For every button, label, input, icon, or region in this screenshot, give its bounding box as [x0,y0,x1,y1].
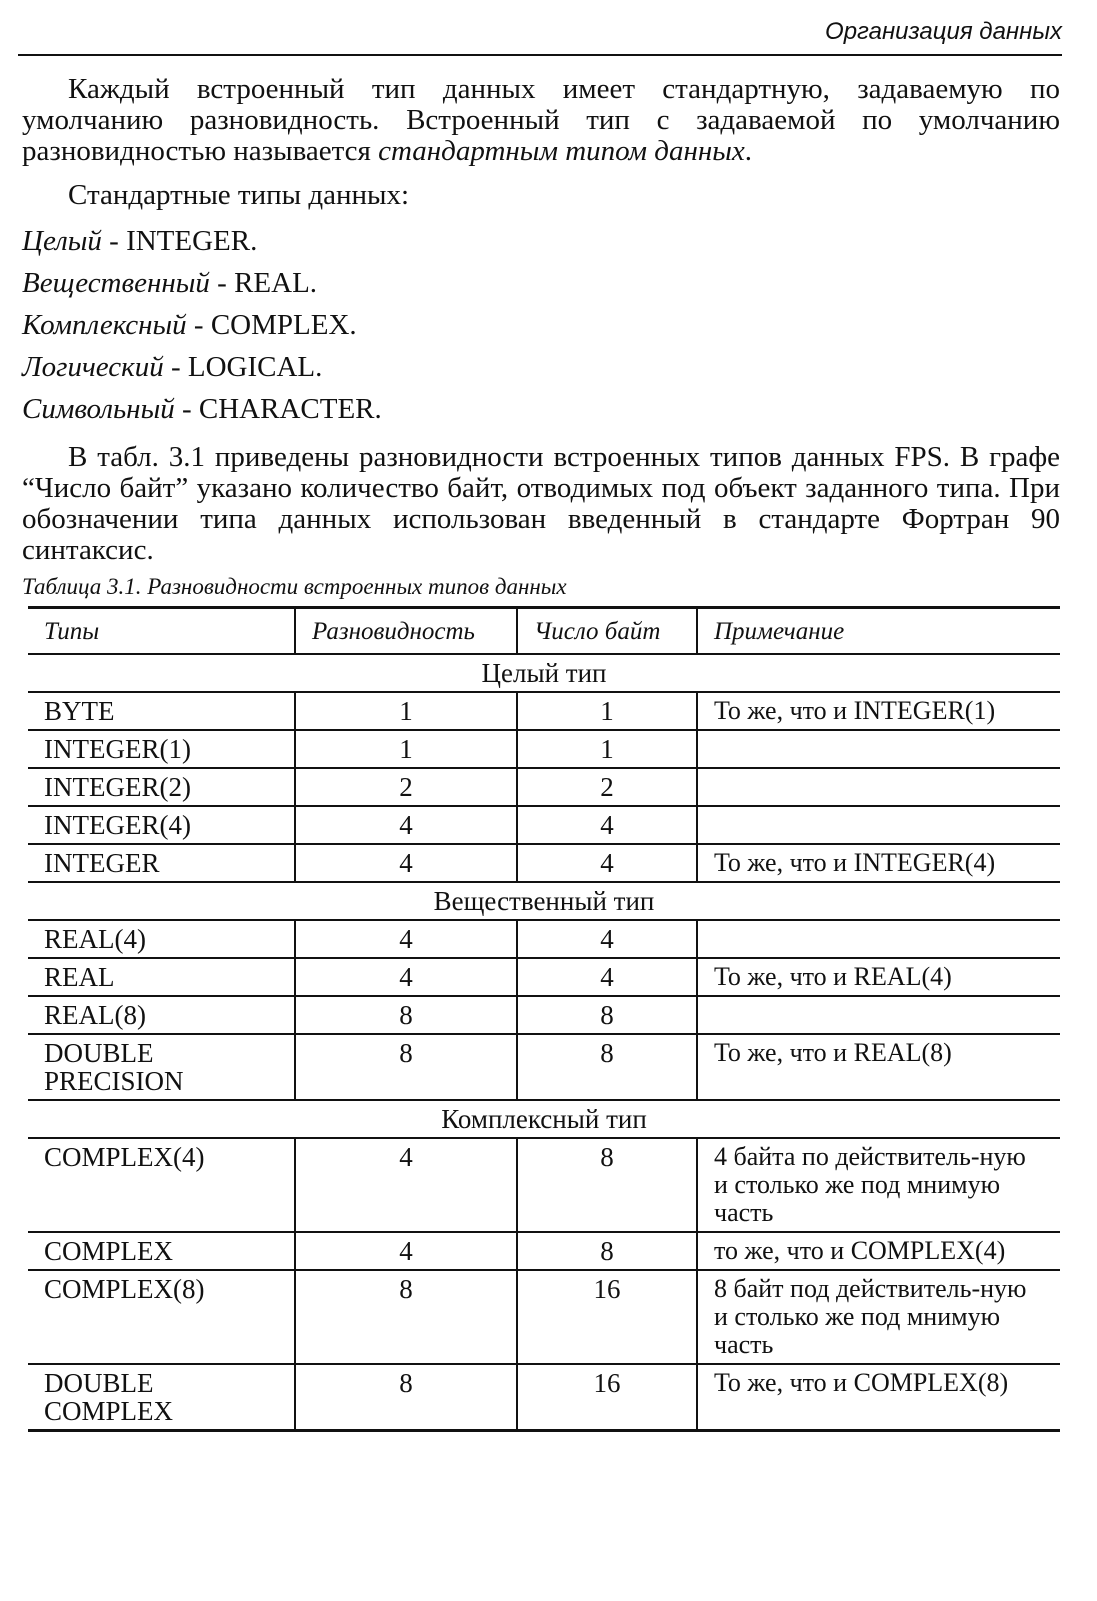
cell-note [697,730,1060,768]
cell-note: То же, что и REAL(8) [697,1034,1060,1100]
paragraph-intro-text: Каждый встроенный тип данных имеет стандартную, задаваемую по умолчанию разновидность. Встроенный тип с задаваемой по умолчанию разновидностью называется [22,73,1060,167]
table-row [28,1034,1060,1100]
type-name: Логический [22,351,164,383]
cell-kind: 4 [295,958,517,996]
cell-kind: 8 [295,1364,517,1431]
header-note: Примечание [697,608,1060,655]
header-bytes: Число байт [517,608,697,655]
type-keyword: REAL. [234,267,318,299]
page-header [18,16,1062,56]
separator: - [163,351,188,383]
section-title: Вещественный тип [28,882,1060,920]
cell-bytes: 4 [517,958,697,996]
section-title: Комплексный тип [28,1100,1060,1138]
cell-note: 8 байт под действитель-ную и столько же под мнимую часть [697,1270,1060,1364]
cell-type: BYTE [28,692,295,730]
paragraph-intro [22,74,1060,167]
standard-types-list [22,220,382,430]
cell-type: COMPLEX(4) [28,1138,295,1232]
table-row [28,1364,1060,1431]
running-title: Организация данных [825,18,1062,45]
cell-type: COMPLEX(8) [28,1270,295,1364]
table-row [28,958,1060,996]
list-item-real [22,262,382,304]
cell-type: INTEGER(4) [28,806,295,844]
header-kind: Разновидность [295,608,517,655]
kinds-table [28,606,1060,1432]
cell-type: REAL(4) [28,920,295,958]
type-name: Символьный [22,393,175,425]
table-row [28,692,1060,730]
cell-kind: 4 [295,806,517,844]
cell-kind: 8 [295,1270,517,1364]
cell-kind: 8 [295,1034,517,1100]
cell-note [697,768,1060,806]
table-row [28,768,1060,806]
cell-type: INTEGER(1) [28,730,295,768]
header-types: Типы [28,608,295,655]
section-title: Целый тип [28,654,1060,692]
table-header-row [28,608,1060,655]
cell-note [697,920,1060,958]
paragraph-standard-types [22,180,1060,211]
type-keyword: COMPLEX. [210,309,357,341]
paragraph-standard-types-text: Стандартные типы данных: [68,179,410,211]
cell-note [697,806,1060,844]
paragraph-table-intro-text: В табл. 3.1 приведены разновидности встроенных типов данных FPS. В графе “Число байт” указано количество байт, отводимых под объект заданного типа. При обозначении типа данных использован введенный в стандарте Фортран 90 синтаксис. [22,441,1060,566]
cell-note: То же, что и REAL(4) [697,958,1060,996]
cell-kind: 4 [295,1138,517,1232]
type-name: Комплексный [22,309,187,341]
list-item-logical [22,346,382,388]
type-name: Целый [22,225,102,257]
list-item-character [22,388,382,430]
cell-kind: 1 [295,692,517,730]
separator: - [186,309,211,341]
cell-bytes: 2 [517,768,697,806]
cell-note: То же, что и INTEGER(4) [697,844,1060,882]
cell-kind: 4 [295,1232,517,1270]
cell-note: 4 байта по действитель-ную и столько же под мнимую часть [697,1138,1060,1232]
list-item-integer [22,220,382,262]
cell-bytes: 1 [517,730,697,768]
type-keyword: INTEGER. [126,225,258,257]
type-keyword: CHARACTER. [198,393,382,425]
table-row [28,1270,1060,1364]
table-row [28,730,1060,768]
cell-bytes: 16 [517,1270,697,1364]
cell-bytes: 8 [517,1138,697,1232]
cell-kind: 4 [295,920,517,958]
cell-bytes: 8 [517,1232,697,1270]
cell-type: COMPLEX [28,1232,295,1270]
type-keyword: LOGICAL. [187,351,323,383]
cell-bytes: 8 [517,996,697,1034]
table-row [28,996,1060,1034]
cell-bytes: 4 [517,806,697,844]
paragraph-table-intro [22,442,1060,566]
cell-kind: 2 [295,768,517,806]
cell-type: REAL(8) [28,996,295,1034]
cell-note: то же, что и COMPLEX(4) [697,1232,1060,1270]
list-item-complex [22,304,382,346]
paragraph-intro-end: . [744,135,752,167]
cell-type: DOUBLE COMPLEX [28,1364,295,1431]
term-standard-type: стандартным типом данных [378,135,745,167]
cell-bytes: 4 [517,844,697,882]
table-row [28,844,1060,882]
cell-note: То же, что и COMPLEX(8) [697,1364,1060,1431]
cell-bytes: 16 [517,1364,697,1431]
table-row [28,1138,1060,1232]
section-row [28,654,1060,692]
cell-kind: 4 [295,844,517,882]
cell-type: INTEGER [28,844,295,882]
separator: - [209,267,235,299]
cell-bytes: 8 [517,1034,697,1100]
table-row [28,920,1060,958]
type-name: Вещественный [22,267,210,299]
separator: - [174,393,199,425]
cell-bytes: 4 [517,920,697,958]
cell-type: INTEGER(2) [28,768,295,806]
separator: - [101,225,127,257]
cell-kind: 8 [295,996,517,1034]
cell-note [697,996,1060,1034]
table-caption: Таблица 3.1. Разновидности встроенных типов данных [22,574,567,599]
cell-type: REAL [28,958,295,996]
cell-note: То же, что и INTEGER(1) [697,692,1060,730]
section-row [28,1100,1060,1138]
cell-bytes: 1 [517,692,697,730]
table-row [28,1232,1060,1270]
table-row [28,806,1060,844]
cell-type: DOUBLE PRECISION [28,1034,295,1100]
cell-kind: 1 [295,730,517,768]
section-row [28,882,1060,920]
